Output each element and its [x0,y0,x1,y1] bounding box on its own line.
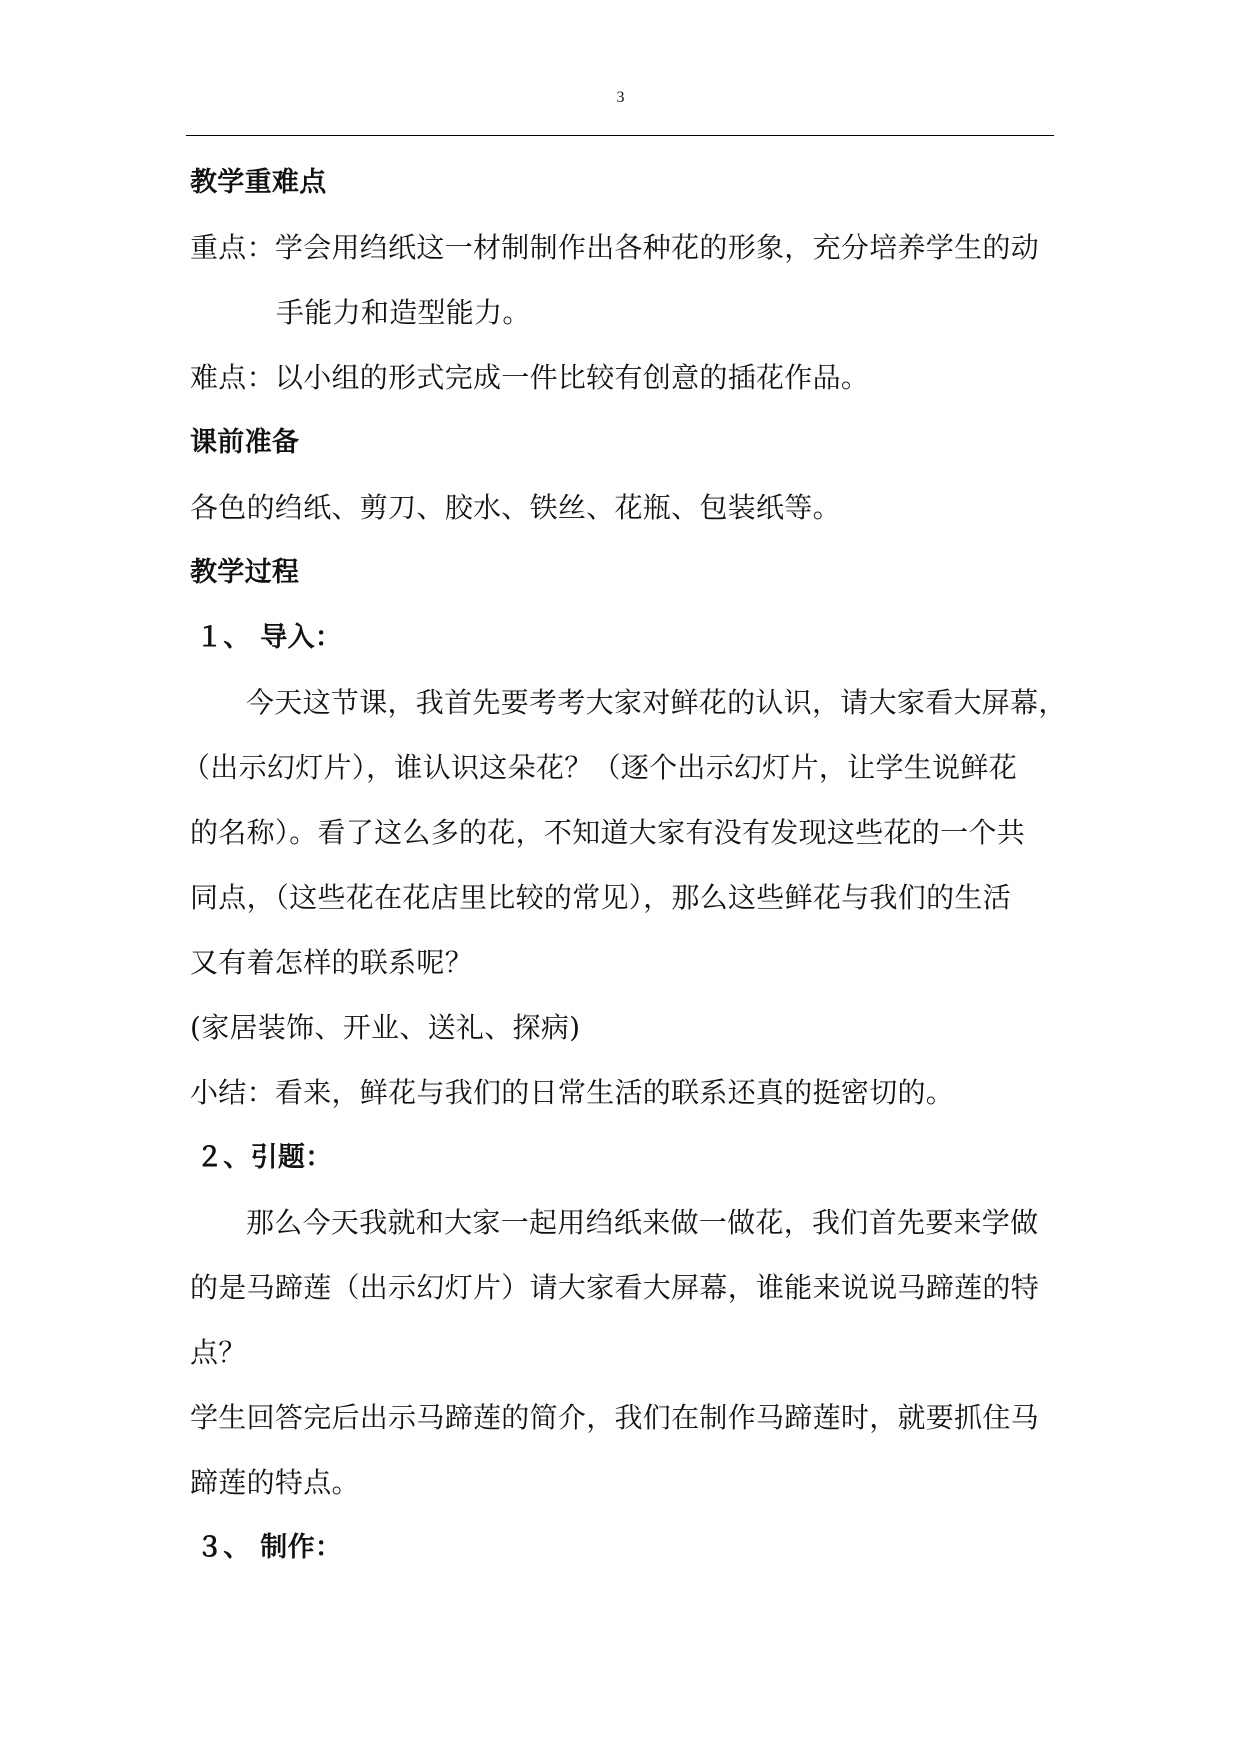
page-number: 3 [616,89,625,106]
step2-paragraph-line-2: 的是马蹄莲（出示幻灯片）请大家看大屏幕，谁能来说说马蹄莲的特 [190,1271,1040,1304]
step1-answer: (家居装饰、开业、送礼、探病) [190,1011,581,1044]
step1-paragraph-line-4: 同点，（这些花在花店里比较的常见），那么这些鲜花与我们的生活 [190,881,1012,914]
step2-paragraph-line-3: 点？ [190,1336,247,1369]
heading-preparation: 课前准备 [190,427,300,458]
step3-heading: ３、 制作： [196,1532,343,1563]
step2-heading: ２、引题： [196,1142,333,1173]
step1-summary: 小结：看来，鲜花与我们的日常生活的联系还真的挺密切的。 [190,1076,955,1109]
step1-paragraph-line-1: 今天这节课，我首先要考考大家对鲜花的认识，请大家看大屏幕， [246,686,1067,719]
step2-paragraph-line-1: 那么今天我就和大家一起用绉纸来做一做花，我们首先要来学做 [246,1206,1039,1239]
difficulty-line: 难点：以小组的形式完成一件比较有创意的插花作品。 [190,361,870,394]
step1-paragraph-line-3: 的名称）。看了这么多的花，不知道大家有没有发现这些花的一个共 [190,816,1026,849]
materials-line: 各色的绉纸、剪刀、胶水、铁丝、花瓶、包装纸等。 [190,491,841,524]
focus-line-1: 重点：学会用绉纸这一材制制作出各种花的形象，充分培养学生的动 [190,231,1040,264]
step1-paragraph-line-2: （出示幻灯片），谁认识这朵花？（逐个出示幻灯片，让学生说鲜花 [182,751,1018,784]
step2-paragraph2-line-2: 蹄莲的特点。 [190,1466,360,1499]
header-rule [186,135,1054,136]
step2-paragraph2-line-1: 学生回答完后出示马蹄莲的简介，我们在制作马蹄莲时，就要抓住马 [190,1401,1040,1434]
step1-paragraph-line-5: 又有着怎样的联系呢？ [190,946,474,979]
step1-heading: １、 导入： [196,622,343,653]
heading-process: 教学过程 [190,557,300,588]
heading-key-points: 教学重难点 [190,167,327,198]
focus-line-2: 手能力和造型能力。 [276,296,531,329]
